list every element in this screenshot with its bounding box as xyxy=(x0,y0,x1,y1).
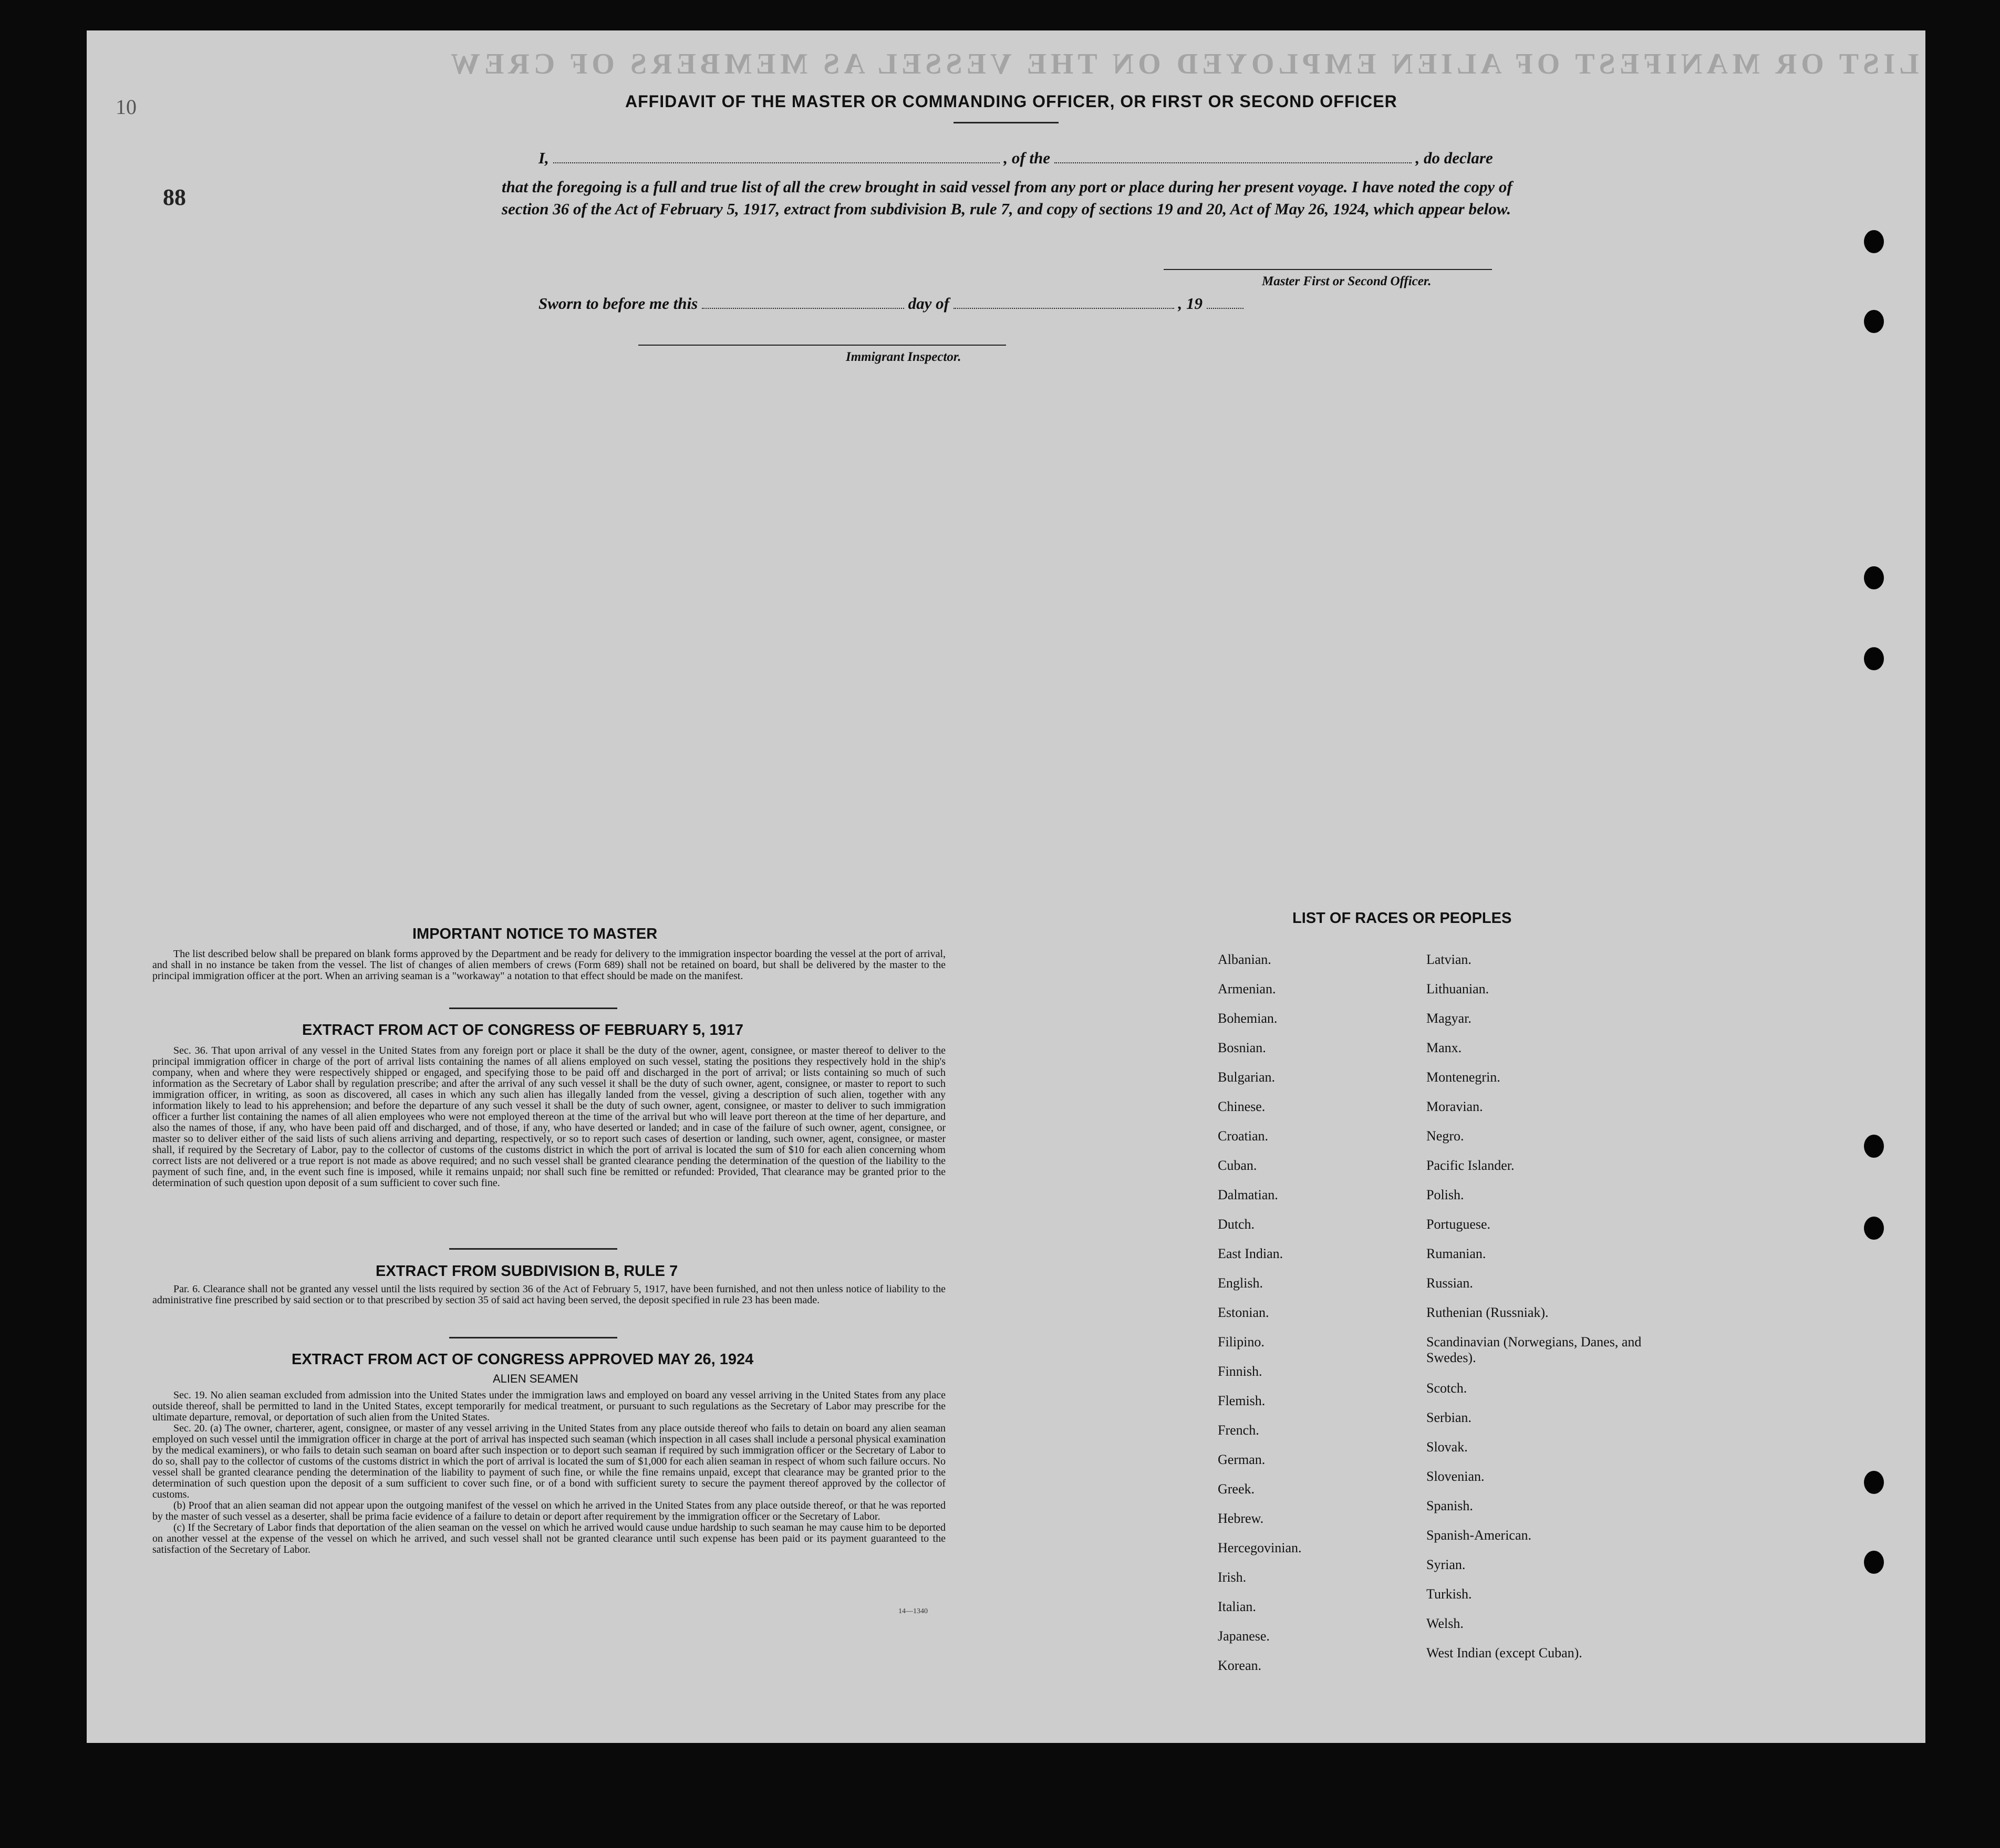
inspector-signature-caption: Immigrant Inspector. xyxy=(846,350,961,364)
affidavit-of-the-label: , of the xyxy=(1003,149,1051,167)
race-item: Syrian. xyxy=(1426,1557,1466,1572)
punch-hole xyxy=(1864,1135,1884,1158)
section-divider xyxy=(449,1337,617,1338)
race-item: Greek. xyxy=(1218,1481,1255,1497)
punch-hole xyxy=(1864,310,1884,333)
sec20a-paragraph: Sec. 20. (a) The owner, charterer, agent, consignee, or master of any vessel arriving in the United States from any place outside thereof who fails to detain on board any alien seaman employed on such vessel until the immigration officer in charge at the port of arrival has inspected such seaman (which inspection in all cases shall include a personal physical examination by the medical examiners), or who fails to detain such seaman on board after such inspection or to deport such seaman if required by such immigration officer or the Secretary of Labor to do so, shall pay to the collector of customs of the customs district in which the port of arrival is located the sum of $1,000 for each alien seaman in respect of whom such failure occurs. No vessel shall be granted clearance pending the determination of the liability to payment of such fine, or while the fine remains unpaid, except that clearance may be granted prior to the determination of such question upon the deposit of a sum sufficient to cover such fine, or of a bond with sufficient surety to secure the payment thereof approved by the collector of customs. xyxy=(152,1423,946,1500)
race-item: Chinese. xyxy=(1218,1099,1266,1114)
race-item: Spanish. xyxy=(1426,1498,1473,1513)
sec36-paragraph: Sec. 36. That upon arrival of any vessel in the United States from any foreign port or place it shall be the duty of the owner, agent, consignee, or master thereof to deliver to the principal immigration officer in charge of the port of arrival lists containing the names of all aliens employed on such vessel, stating the positions they respectively hold in the ship's company, when and where they were respectively shipped or engaged, and specifying those to be paid off and discharged in the port of arrival; or lists containing so much of such information as the Secretary of Labor shall by regulation prescribe; and after the arrival of any such vessel it shall be the duty of such owner, agent, consignee, or master to report to such immigration officer, in writing, as soon as discovered, all cases in which any such alien has illegally landed from the vessel, giving a description of such alien, together with any information likely to lead to his apprehension; and before the departure of any such vessel it shall be the duty of such owner, agent, consignee, or master to deliver to such immigration officer a further list containing the names of all alien employees who were not employed thereon at the time of the arrival but who will leave port thereon at the time of her departure, and also the names of those, if any, who have been paid off and discharged, and of those, if any, who have deserted or landed; and in case of the failure of such owner, agent, consignee, or master so to deliver either of the said lists of such aliens arriving and departing, respectively, or so to report such cases of desertion or landing, such owner, agent, consignee, or master shall, if required by the Secretary of Labor, pay to the collector of customs of the customs district in which the port of arrival is located the sum of $10 for each alien concerning whom correct lists are not delivered or a true report is not made as above required; and no such vessel shall be granted clearance pending the determination of the question of the liability to the payment of such fine, and, in the event such fine is imposed, while it remains unpaid; nor shall such fine be remitted or refunded: Provided, That clearance may be granted prior to the determination of such question upon deposit of a sum sufficient to cover such fine. xyxy=(152,1045,946,1189)
race-item: Armenian. xyxy=(1218,981,1276,996)
race-item: Korean. xyxy=(1218,1658,1262,1673)
notice-paragraph: The list described below shall be prepared on blank forms approved by the Department and be ready for delivery to the immigration inspector boarding the vessel at the port of arrival, and shall in no instance be taken from the vessel. The list of changes of alien members of crews (Form 689) shall not be retained on board, but shall be delivered by the master to the principal immigration officer at the port. When an arriving seaman is a "workaway" a notation to that effect should be made on the manifest. xyxy=(152,948,946,982)
inspector-signature-line xyxy=(638,345,1006,346)
race-item: Magyar. xyxy=(1426,1011,1471,1026)
rule7-heading: EXTRACT FROM SUBDIVISION B, RULE 7 xyxy=(376,1263,678,1280)
race-item: Albanian. xyxy=(1218,952,1271,967)
year-prefix: , 19 xyxy=(1178,294,1203,313)
race-item: German. xyxy=(1218,1452,1266,1467)
race-item: Hercegovinian. xyxy=(1218,1540,1302,1555)
race-item: Scotch. xyxy=(1426,1380,1467,1396)
race-item: Flemish. xyxy=(1218,1393,1266,1408)
race-item: Bulgarian. xyxy=(1218,1070,1276,1085)
race-item: Welsh. xyxy=(1426,1616,1464,1631)
extract-1924-text xyxy=(152,1390,946,1555)
punch-hole xyxy=(1864,230,1884,253)
race-item: Estonian. xyxy=(1218,1305,1269,1320)
races-right-column xyxy=(1426,952,1652,1675)
race-item: Negro. xyxy=(1426,1128,1464,1144)
race-item: Rumanian. xyxy=(1426,1246,1486,1261)
race-item: Latvian. xyxy=(1426,952,1471,967)
sworn-month-blank xyxy=(954,307,1174,309)
extract-1917-heading: EXTRACT FROM ACT OF CONGRESS OF FEBRUARY 5, 1917 xyxy=(302,1022,744,1039)
rule7-text xyxy=(152,1284,946,1306)
alien-seamen-subheading: ALIEN SEAMEN xyxy=(493,1372,578,1385)
master-signature-line xyxy=(1164,269,1492,270)
par6-paragraph: Par. 6. Clearance shall not be granted any vessel until the lists required by section 36 of the Act of February 5, 1917, have been furnished, and not then unless notice of liability to the administrative fine prescribed by said section or to that prescribed by section 35 of said act having been served, the deposit specified in rule 23 has been made. xyxy=(152,1283,946,1306)
race-item: Slovak. xyxy=(1426,1439,1468,1455)
sworn-year-blank xyxy=(1207,307,1243,309)
races-left-column xyxy=(1218,952,1407,1687)
section-divider xyxy=(449,1248,617,1250)
sworn-date-blank xyxy=(702,307,904,309)
race-item: Bosnian. xyxy=(1218,1040,1266,1055)
master-signature-caption: Master First or Second Officer. xyxy=(1262,274,1432,288)
race-item: Lithuanian. xyxy=(1426,981,1489,996)
punch-hole xyxy=(1864,1551,1884,1574)
affidavit-body: that the foregoing is a full and true list of all the crew brought in said vessel from any port or place during her present voyage. I have noted the copy of section 36 of the Act of February 5, 1917, extract from subdivision B, rule 7, and copy of sections 19 and 20, Act of May 26, 1924, which appear below. xyxy=(502,178,1512,218)
race-item: Ruthenian (Russniak). xyxy=(1426,1305,1549,1320)
race-item: Dutch. xyxy=(1218,1217,1255,1232)
punch-hole xyxy=(1864,566,1884,589)
extract-1917-text xyxy=(152,1045,946,1189)
race-item: Montenegrin. xyxy=(1426,1070,1500,1085)
sworn-label: Sworn to before me this xyxy=(538,294,698,313)
margin-mark: 10 xyxy=(116,95,137,119)
sec20b-paragraph: (b) Proof that an alien seaman did not appear upon the outgoing manifest of the vessel on which he arrived in the United States from any place outside thereof, or that he was reported by the master of such vessel as a deserter, shall be prima facie evidence of a failure to detain or deport after requirement by the immigration officer or the Secretary of Labor. xyxy=(152,1500,946,1522)
punch-hole xyxy=(1864,1217,1884,1240)
name-blank xyxy=(553,162,1000,163)
race-item: Slovenian. xyxy=(1426,1469,1485,1484)
race-item: Moravian. xyxy=(1426,1099,1483,1114)
race-item: East Indian. xyxy=(1218,1246,1283,1261)
notice-heading: IMPORTANT NOTICE TO MASTER xyxy=(412,926,658,942)
race-item: Croatian. xyxy=(1218,1128,1269,1144)
affidavit-i-label: I, xyxy=(538,149,549,167)
race-item: Hebrew. xyxy=(1218,1511,1264,1526)
races-title: LIST OF RACES OR PEOPLES xyxy=(1292,910,1512,927)
race-item: Cuban. xyxy=(1218,1158,1257,1173)
race-item: West Indian (except Cuban). xyxy=(1426,1645,1582,1660)
race-item: Bohemian. xyxy=(1218,1011,1278,1026)
race-item: Polish. xyxy=(1426,1187,1464,1202)
affidavit-do-declare-label: , do declare xyxy=(1415,149,1493,167)
race-item: Italian. xyxy=(1218,1599,1256,1614)
race-item: Portuguese. xyxy=(1426,1217,1491,1232)
sec20c-paragraph: (c) If the Secretary of Labor finds that deportation of the alien seaman on the vessel on which he arrived would cause undue hardship to such seaman he may cause him to be deported on another vessel at the expense of the vessel on which he arrived, and such vessel shall not be granted clearance until such expense has been paid or its payment guaranteed to the satisfaction of the Secretary of Labor. xyxy=(152,1522,946,1555)
sworn-line xyxy=(538,294,1243,313)
affidavit-title-rule xyxy=(954,122,1059,123)
page-mark: 88 xyxy=(163,184,186,210)
notice-text xyxy=(152,949,946,982)
race-item: Dalmatian. xyxy=(1218,1187,1278,1202)
race-item: Serbian. xyxy=(1426,1410,1471,1425)
race-item: Pacific Islander. xyxy=(1426,1158,1515,1173)
vessel-blank xyxy=(1054,162,1412,163)
sec19-paragraph: Sec. 19. No alien seaman excluded from admission into the United States under the immigration laws and employed on board any vessel arriving in the United States from any place outside thereof, shall be permitted to land in the United States, except temporarily for medical treatment, or pursuant to such regulations as the Secretary of Labor may prescribe for the ultimate departure, removal, or deportation of such alien from the United States. xyxy=(152,1389,946,1423)
bleed-through-title: LIST OR MANIFEST OF ALIEN EMPLOYED ON THE VESSEL AS MEMBERS OF CREW xyxy=(447,48,1919,80)
race-item: French. xyxy=(1218,1423,1259,1438)
race-item: Turkish. xyxy=(1426,1586,1472,1602)
day-of-label: day of xyxy=(908,294,949,313)
section-divider xyxy=(449,1008,617,1009)
race-item: Manx. xyxy=(1426,1040,1462,1055)
race-item: Irish. xyxy=(1218,1570,1247,1585)
race-item: Finnish. xyxy=(1218,1364,1262,1379)
affidavit-declaration-line xyxy=(538,149,1493,168)
race-item: Russian. xyxy=(1426,1275,1473,1291)
race-item: Spanish-American. xyxy=(1426,1528,1532,1543)
punch-hole xyxy=(1864,647,1884,670)
form-number: 14—1340 xyxy=(898,1607,928,1615)
race-item: Japanese. xyxy=(1218,1628,1270,1644)
race-item: Filipino. xyxy=(1218,1334,1265,1349)
extract-1924-heading: EXTRACT FROM ACT OF CONGRESS APPROVED MAY 26, 1924 xyxy=(292,1351,754,1368)
race-item: Scandinavian (Norwegians, Danes, and Swedes). xyxy=(1426,1334,1642,1365)
race-item: English. xyxy=(1218,1275,1263,1291)
punch-hole xyxy=(1864,1471,1884,1494)
affidavit-title: AFFIDAVIT OF THE MASTER OR COMMANDING OFFICER, OR FIRST OR SECOND OFFICER xyxy=(625,92,1397,111)
